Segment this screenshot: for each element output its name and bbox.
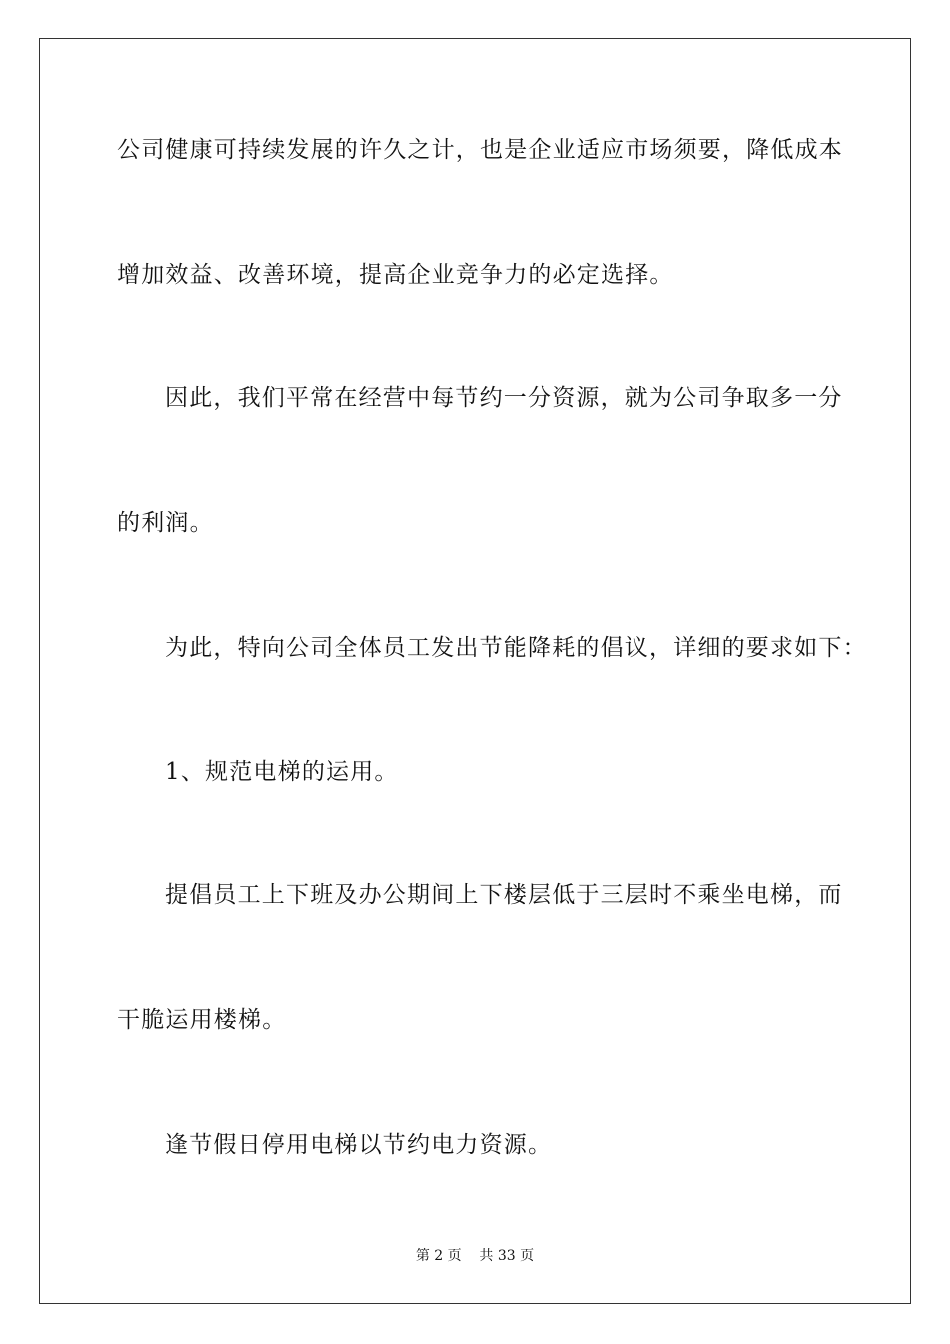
text-line-5: 为此，特向公司全体员工发出节能降耗的倡议，详细的要求如下： (165, 635, 867, 661)
text-line-1: 公司健康可持续发展的许久之计，也是企业适应市场须要，降低成本 (117, 137, 843, 163)
text-line-9: 逢节假日停用电梯以节约电力资源。 (165, 1132, 553, 1158)
page-frame (39, 38, 911, 1304)
text-line-4: 的利润。 (117, 510, 214, 536)
text-line-2: 增加效益、改善环境，提高企业竞争力的必定选择。 (117, 262, 674, 288)
text-line-7: 提倡员工上下班及办公期间上下楼层低于三层时不乘坐电梯，而 (165, 882, 843, 908)
page-number-footer: 第 2 页 共 33 页 (415, 1248, 535, 1264)
text-line-3: 因此，我们平常在经营中每节约一分资源，就为公司争取多一分 (165, 385, 843, 411)
text-line-6: 1、规范电梯的运用。 (165, 759, 399, 785)
text-line-8: 干脆运用楼梯。 (117, 1007, 287, 1033)
